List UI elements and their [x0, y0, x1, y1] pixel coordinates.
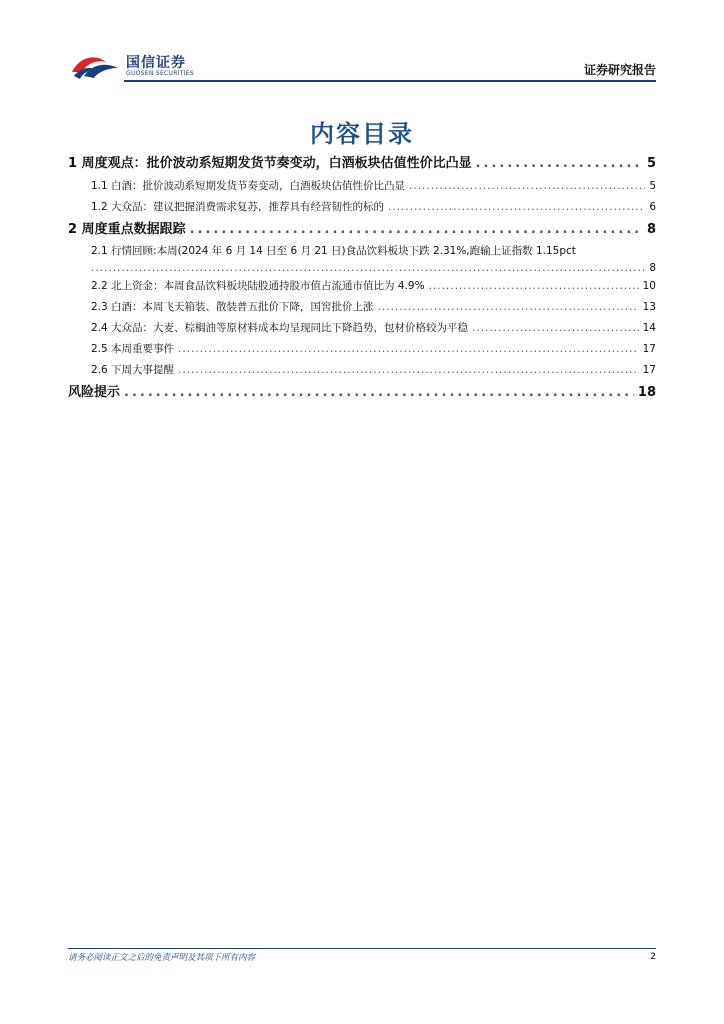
toc-leader-dots	[178, 360, 639, 381]
toc-leader-dots	[190, 218, 643, 242]
toc-page-number: 17	[642, 364, 656, 376]
logo-mark-icon	[70, 52, 122, 80]
toc-entry-text: 2.5 本周重要事件	[91, 343, 175, 355]
table-of-contents	[68, 152, 656, 405]
header-divider	[124, 80, 656, 82]
logo-english-name: GUOSEN SECURITIES	[126, 70, 195, 77]
footer-divider	[68, 948, 656, 949]
toc-entry-text: 2.3 白酒：本周飞天箱装、散装普五批价下降，国窖批价上涨	[91, 301, 374, 313]
toc-leader-dots	[476, 152, 643, 176]
toc-entry-1-2[interactable]	[68, 197, 656, 218]
toc-page-number: 5	[649, 180, 656, 192]
toc-entry-risk[interactable]	[68, 381, 656, 405]
toc-leader-dots	[378, 297, 639, 318]
toc-entry-text: 2.1 行情回顾:本周(2024 年 6 月 14 日至 6 月 21 日)食品饮料板块下跌 2.31%,跑输上证指数 1.15pct	[91, 245, 576, 257]
toc-entry-2[interactable]	[68, 218, 656, 242]
toc-entry-text: 风险提示	[68, 385, 121, 400]
toc-page-number: 5	[646, 156, 656, 171]
toc-leader-dots	[388, 197, 645, 218]
toc-title: 内容目录	[310, 120, 414, 148]
toc-entry-2-4[interactable]	[68, 318, 656, 339]
logo-chinese-name: 国信证券	[126, 55, 186, 71]
toc-leader-dots	[409, 176, 645, 197]
report-type-label: 证券研究报告	[583, 63, 656, 77]
toc-entry-text: 1.2 大众品：建议把握消费需求复苏，推荐具有经营韧性的标的	[91, 201, 385, 213]
page-number: 2	[650, 952, 656, 962]
toc-page-number: 14	[642, 322, 656, 334]
toc-leader-dots	[429, 276, 639, 297]
toc-entry-2-5[interactable]	[68, 339, 656, 360]
footer-disclaimer: 请务必阅读正文之后的免责声明及其项下所有内容	[68, 953, 256, 963]
toc-entry-text: 1.1 白酒：批价波动系短期发货节奏变动，白酒板块估值性价比凸显	[91, 180, 406, 192]
toc-leader-dots	[91, 260, 645, 276]
toc-leader-dots	[178, 339, 639, 360]
toc-page-number: 6	[649, 201, 656, 213]
toc-page-number: 10	[642, 280, 656, 292]
toc-leader-dots	[124, 381, 634, 405]
toc-entry-2-3[interactable]	[68, 297, 656, 318]
toc-leader-dots	[472, 318, 639, 339]
toc-entry-text: 2.2 北上资金：本周食品饮料板块陆股通持股市值占流通市值比为 4.9%	[91, 280, 425, 292]
toc-entry-2-2[interactable]	[68, 276, 656, 297]
toc-entry-1-1[interactable]	[68, 176, 656, 197]
guosen-logo	[70, 50, 200, 82]
page-header	[70, 50, 656, 84]
toc-page-number: 18	[637, 385, 656, 400]
toc-entry-text: 2.4 大众品：大麦、棕榈油等原材料成本均呈现同比下降趋势，包材价格较为平稳	[91, 322, 469, 334]
toc-entry-2-1[interactable]	[68, 242, 656, 276]
toc-entry-text: 2 周度重点数据跟踪	[68, 222, 186, 237]
toc-page-number: 17	[642, 343, 656, 355]
toc-page-number: 8	[646, 222, 656, 237]
toc-entry-1[interactable]	[68, 152, 656, 176]
toc-entry-2-6[interactable]	[68, 360, 656, 381]
toc-page-number: 13	[642, 301, 656, 313]
toc-page-number: 8	[649, 262, 656, 274]
toc-entry-text: 2.6 下周大事提醒	[91, 364, 175, 376]
toc-entry-text: 1 周度观点：批价波动系短期发货节奏变动，白酒板块估值性价比凸显	[68, 156, 472, 171]
